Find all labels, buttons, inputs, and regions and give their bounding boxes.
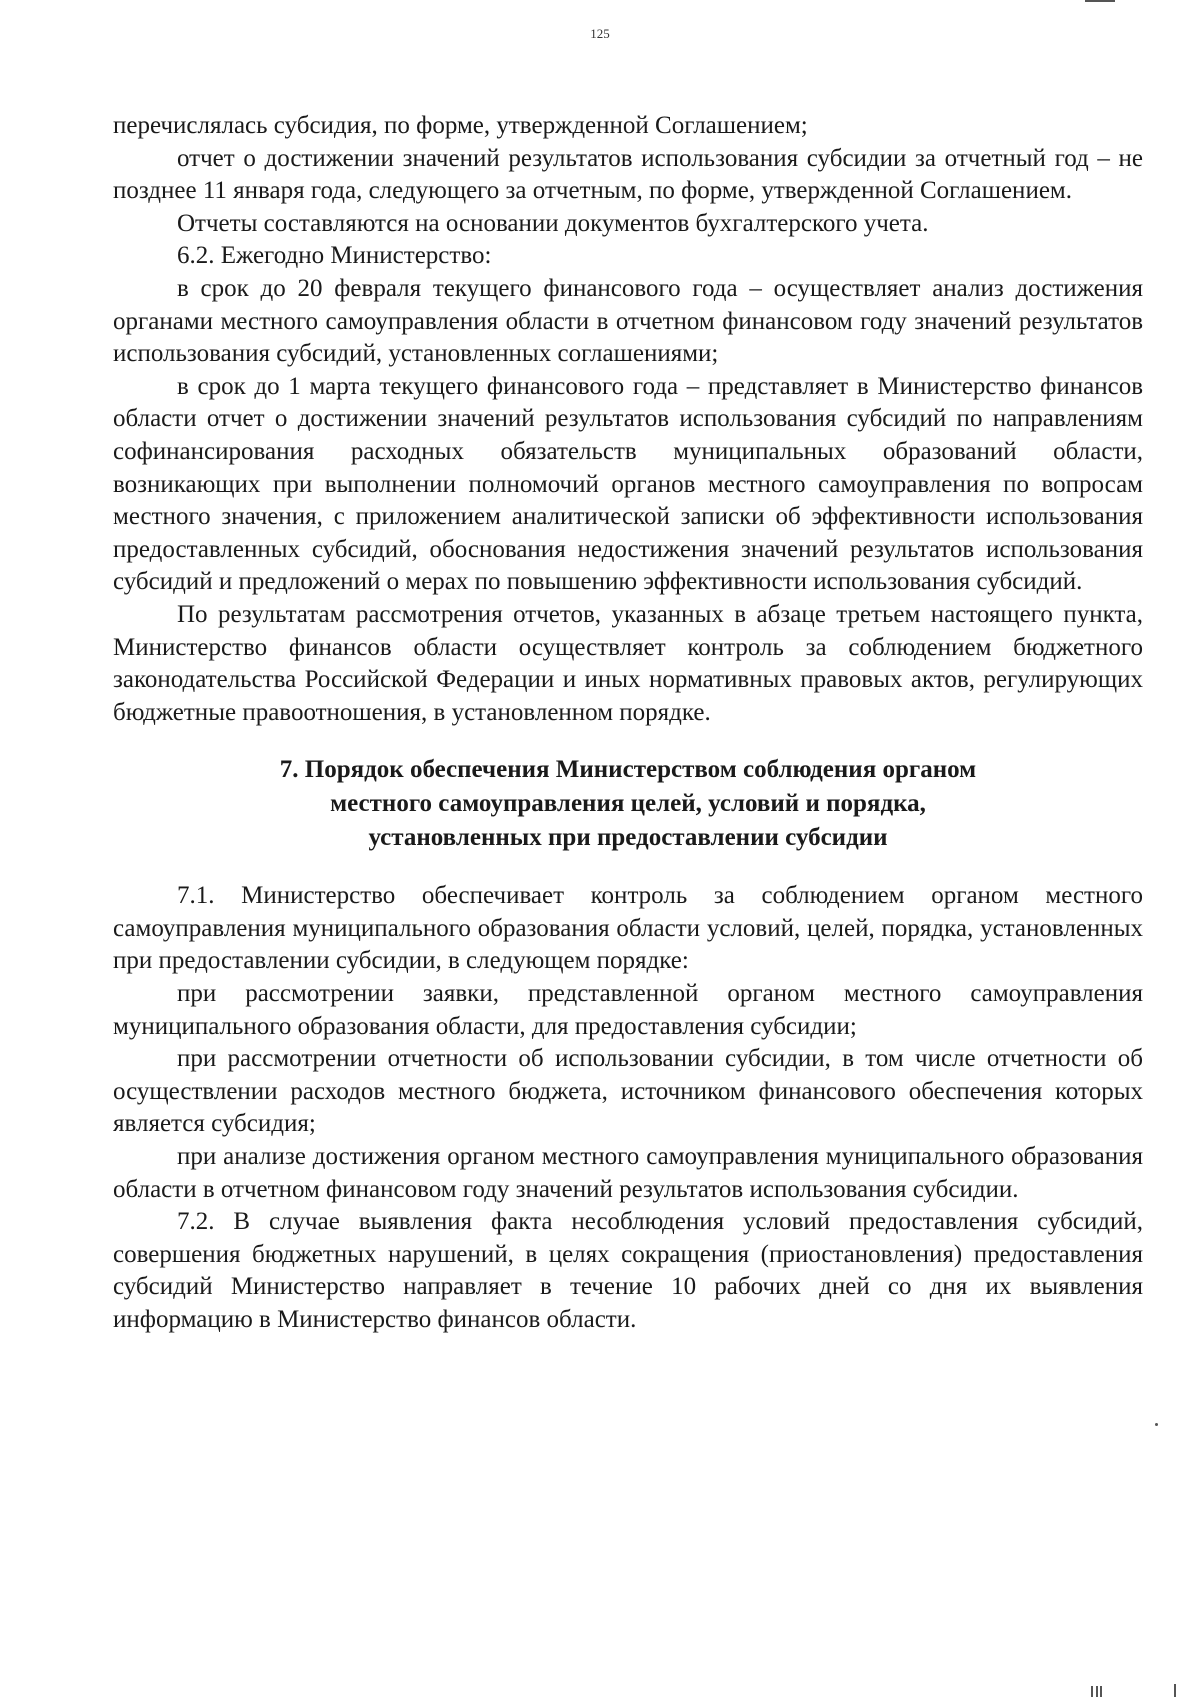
paragraph: в срок до 20 февраля текущего финансового года – осуществляет анализ достижения органами местного самоуправления области в отчетном финансовом году значений результатов использования субсидий, установленных соглашениями;: [113, 274, 1143, 368]
paragraph: отчет о достижении значений результатов использования субсидии за отчетный год – не позднее 11 января года, следующего за отчетным, по форме, утвержденной Соглашением.: [113, 144, 1143, 205]
page-number: 125: [590, 26, 610, 41]
paragraph: при рассмотрении отчетности об использовании субсидии, в том числе отчетности об осуществлении расходов местного бюджета, источником финансового обеспечения которых является субсидия;: [113, 1045, 1143, 1138]
paragraph: перечислялась субсидия, по форме, утвержденной Соглашением;: [113, 112, 808, 139]
paragraph: По результатам рассмотрения отчетов, указанных в абзаце третьем настоящего пункта, Министерство финансов области осуществляет контроль за соблюдением бюджетного законодательства Российской Федерации и иных нормативных правовых актов, регулирующих бюджетные правоотношения, в установленном порядке.: [113, 600, 1143, 726]
section-heading-line: установленных при предоставлении субсидии: [368, 824, 888, 852]
scan-mark: [1085, 0, 1115, 2]
paragraph: при анализе достижения органом местного самоуправления муниципального образования области в отчетном финансовом году значений результатов использования субсидии.: [113, 1143, 1143, 1203]
paragraph: при рассмотрении заявки, представленной органом местного самоуправления муниципального образования области, для предоставления субсидии;: [113, 980, 1143, 1040]
paragraph: 7.1. Министерство обеспечивает контроль за соблюдением органом местного самоуправления муниципального образования области условий, целей, порядка, установленных при предоставлении субсидии, в следующем порядке:: [113, 882, 1143, 975]
paragraph: Отчеты составляются на основании документов бухгалтерского учета.: [177, 209, 929, 237]
paragraph: 6.2. Ежегодно Министерство:: [177, 242, 492, 270]
scan-mark: [1096, 1686, 1098, 1697]
document-body: [113, 110, 1143, 1337]
paragraph: в срок до 1 марта текущего финансового года – представляет в Министерство финансов области отчет о достижении значений результатов использования субсидий по направлениям софинансирования расходных обязательств муниципальных образований области, возникающих при выполнении полномочий органов местного самоуправления по вопросам местного значения, с приложением аналитической записки об эффективности использования предоставленных субсидий, обоснования недостижения значений результатов использования субсидий и предложений о мерах по повышению эффективности использования субсидий.: [113, 372, 1143, 596]
section-heading: [113, 753, 1143, 855]
paragraph: 7.2. В случае выявления факта несоблюдения условий предоставления субсидий, совершения бюджетных нарушений, в целях сокращения (приостановления) предоставления субсидий Министерство направляет в течение 10 рабочих дней со дня их выявления информацию в Министерство финансов области.: [113, 1208, 1143, 1333]
scan-mark: [1174, 1684, 1176, 1697]
section-heading-line: 7. Порядок обеспечения Министерством соблюдения органом: [279, 756, 977, 784]
scan-dot: [1155, 1423, 1158, 1426]
section-heading-line: местного самоуправления целей, условий и порядка,: [330, 790, 926, 818]
scan-mark: [1100, 1686, 1102, 1697]
scan-mark: [1091, 1686, 1093, 1697]
